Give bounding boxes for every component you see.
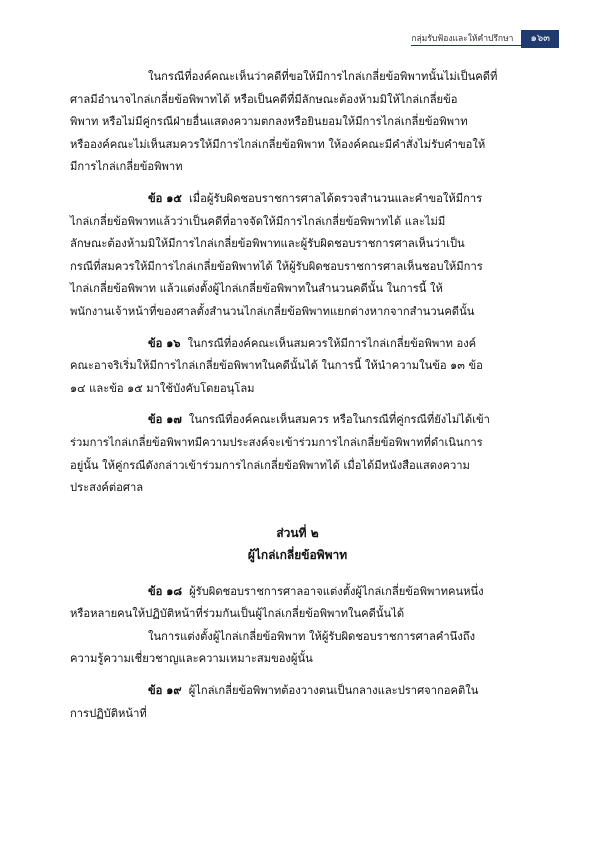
text-line: ในการแต่งตั้งผู้ไกล่เกลี่ยข้อพิพาท ให้ผู้รับผิดชอบราชการศาลคำนึงถึง — [148, 629, 476, 643]
text-line: ศาลมีอำนาจไกล่เกลี่ยข้อพิพาทได้ หรือเป็นคดีที่มีลักษณะต้องห้ามมิให้ไกล่เกลี่ยข้อ — [70, 92, 458, 106]
paragraph-article-18 — [70, 580, 525, 626]
section-number: ส่วนที่ ๒ — [276, 525, 319, 540]
text-line: พนักงานเจ้าหน้าที่ของศาลตั้งสำนวนไกล่เกลี่ยข้อพิพาทแยกต่างหากจากสำนวนคดีนั้น — [70, 304, 475, 318]
article-number: ข้อ ๑๙ — [148, 683, 182, 698]
text-line: คณะอาจริเริ่มให้มีการไกล่เกลี่ยข้อพิพาทในคดีนั้นได้ ในการนี้ ให้นำความในข้อ ๑๓ ข้อ — [70, 359, 483, 373]
document-body — [70, 66, 525, 733]
header-label: กลุ่มรับฟ้องและให้คำปรึกษา — [411, 33, 521, 46]
text-line: เมื่อผู้รับผิดชอบราชการศาลได้ตรวจสำนวนและคำขอให้มีการ — [188, 191, 483, 205]
paragraph-article-19 — [70, 679, 525, 725]
page-header — [411, 30, 559, 48]
paragraph-article-18-sub — [70, 626, 525, 671]
text-line: อยู่นั้น ให้คู่กรณีดังกล่าวเข้าร่วมการไกล่เกลี่ยข้อพิพาทได้ เมื่อได้มีหนังสือแสดงความ — [70, 458, 470, 472]
text-line: มีการไกล่เกลี่ยข้อพิพาท — [70, 160, 183, 174]
text-line: หรือองค์คณะไม่เห็นสมควรให้มีการไกล่เกลี่ยข้อพิพาท ให้องค์คณะมีคำสั่งไม่รับคำขอให้ — [70, 137, 486, 151]
text-line: พิพาท หรือไม่มีคู่กรณีฝ่ายอื่นแสดงความตกลงหรือยินยอมให้มีการไกล่เกลี่ยข้อพิพาท — [70, 115, 468, 129]
text-line: หรือหลายคนให้ปฏิบัติหน้าที่ร่วมกันเป็นผู้ไกล่เกลี่ยข้อพิพาทในคดีนั้นได้ — [70, 607, 405, 621]
paragraph-article-17 — [70, 408, 525, 499]
text-line: ผู้รับผิดชอบราชการศาลอาจแต่งตั้งผู้ไกล่เกลี่ยข้อพิพาทคนหนึ่ง — [189, 584, 484, 598]
paragraph-intro — [70, 66, 525, 179]
article-number: ข้อ ๑๕ — [148, 190, 182, 205]
text-line: ลักษณะต้องห้ามมิให้มีการไกล่เกลี่ยข้อพิพาทและผู้รับผิดชอบราชการศาลเห็นว่าเป็น — [70, 237, 465, 251]
text-line: ๑๔ และข้อ ๑๕ มาใช้บังคับโดยอนุโลม — [70, 381, 255, 395]
text-line: กรณีที่สมควรให้มีการไกล่เกลี่ยข้อพิพาทได้ ให้ผู้รับผิดชอบราชการศาลเห็นชอบให้มีการ — [70, 259, 483, 273]
paragraph-article-15 — [70, 187, 525, 324]
article-number: ข้อ ๑๗ — [148, 412, 182, 427]
text-line: ร่วมการไกล่เกลี่ยข้อพิพาทมีความประสงค์จะเข้าร่วมการไกล่เกลี่ยข้อพิพาทที่ดำเนินการ — [70, 435, 483, 449]
text-line: ในกรณีที่องค์คณะเห็นว่าคดีที่ขอให้มีการไกล่เกลี่ยข้อพิพาทนั้นไม่เป็นคดีที่ — [148, 70, 498, 83]
article-number: ข้อ ๑๘ — [148, 583, 182, 598]
text-line: ผู้ไกล่เกลี่ยข้อพิพาทต้องวางตนเป็นกลางและปราศจากอคติใน — [188, 684, 479, 698]
section-title: ผู้ไกล่เกลี่ยข้อพิพาท — [247, 547, 348, 562]
text-line: ความรู้ความเชี่ยวชาญและความเหมาะสมของผู้นั้น — [70, 652, 313, 666]
text-line: การปฏิบัติหน้าที่ — [70, 706, 147, 720]
text-line: ในกรณีที่องค์คณะเห็นสมควร หรือในกรณีที่คู่กรณีที่ยังไม่ได้เข้า — [188, 413, 490, 427]
text-line: ประสงค์ต่อศาล — [70, 481, 144, 495]
article-number: ข้อ ๑๖ — [148, 335, 181, 350]
text-line: ไกล่เกลี่ยข้อพิพาทแล้วว่าเป็นคดีที่อาจจัดให้มีการไกล่เกลี่ยข้อพิพาทได้ และไม่มี — [70, 214, 446, 228]
text-line: ไกล่เกลี่ยข้อพิพาท แล้วแต่งตั้งผู้ไกล่เกลี่ยข้อพิพาทในสำนวนคดีนั้น ในการนี้ ให้ — [70, 282, 443, 296]
paragraph-article-16 — [70, 332, 525, 401]
section-heading — [70, 522, 525, 566]
page-number-badge: ๑๖๓ — [521, 30, 559, 48]
text-line: ในกรณีที่องค์คณะเห็นสมควรให้มีการไกล่เกลี่ยข้อพิพาท องค์ — [187, 336, 477, 350]
